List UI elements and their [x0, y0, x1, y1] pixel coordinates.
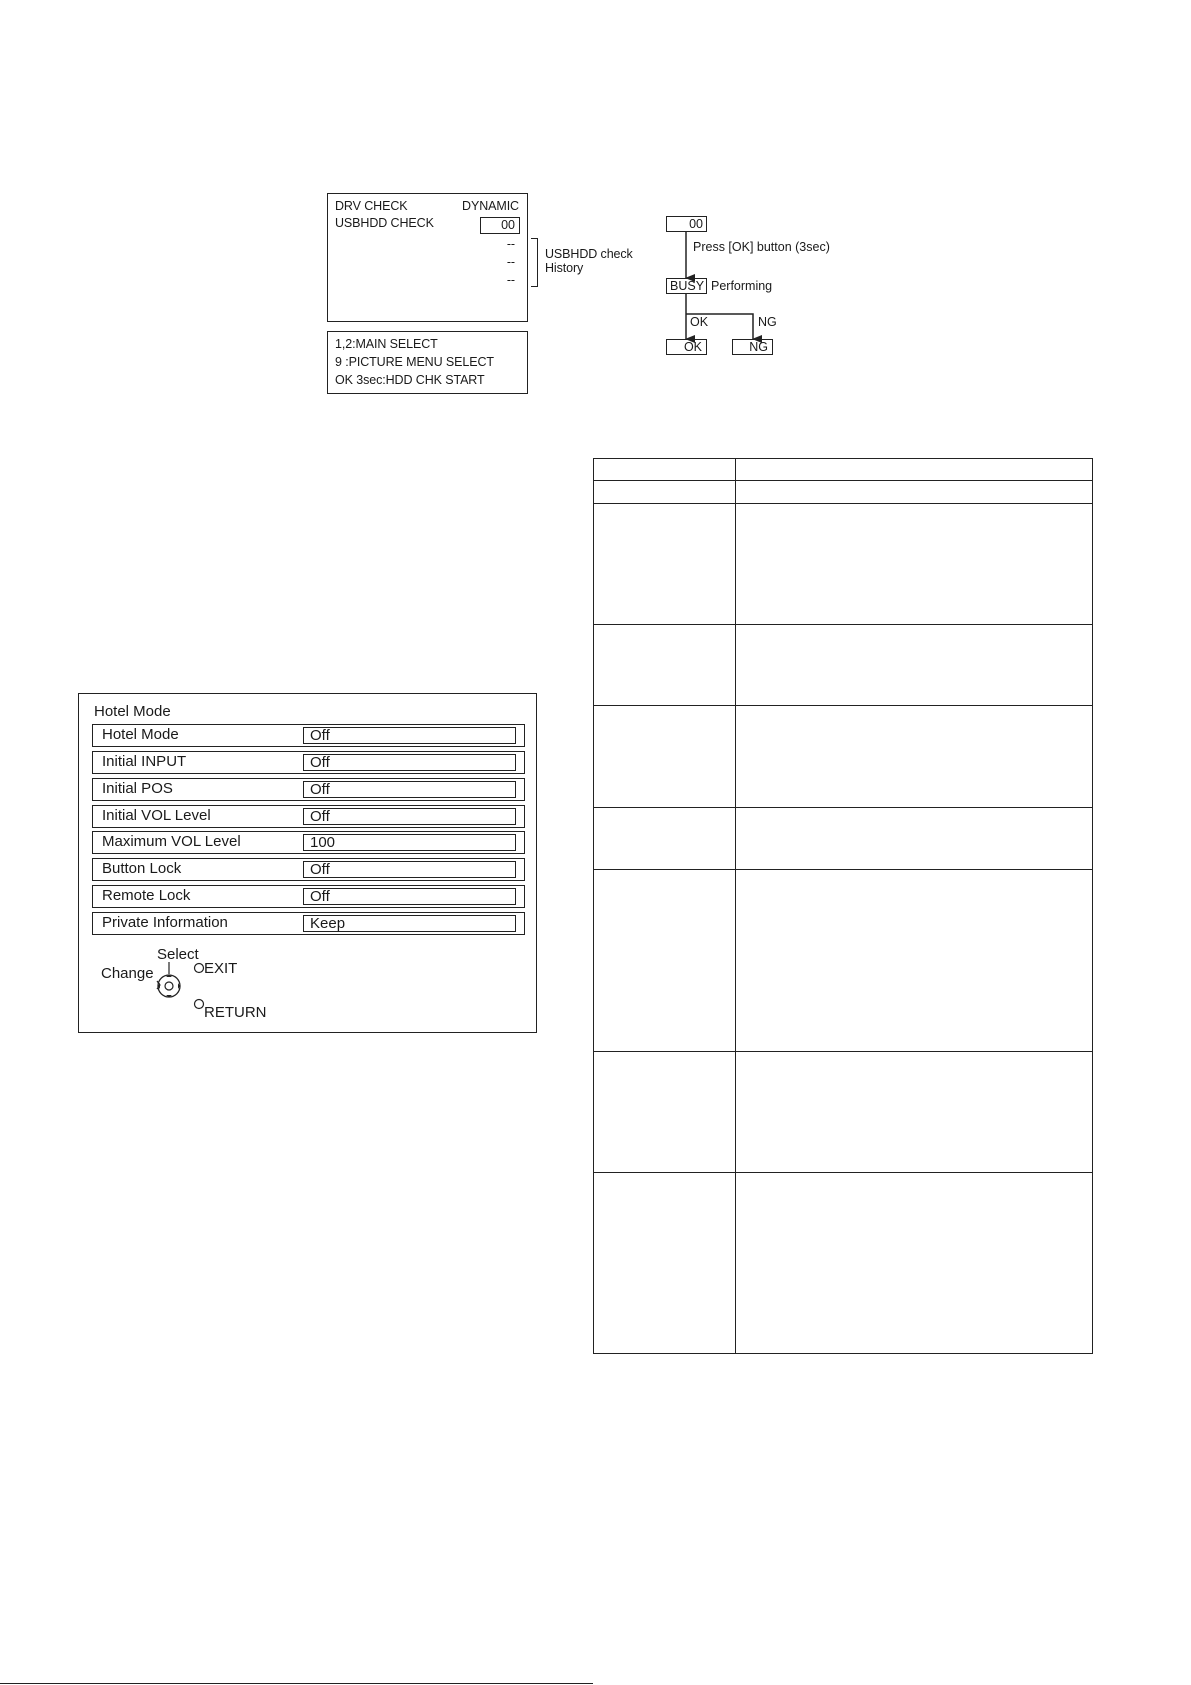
table-row-divider: [594, 503, 1092, 504]
guide-change-label: Change: [101, 965, 154, 982]
table-row-divider: [594, 624, 1092, 625]
flow-ok-box: OK: [666, 339, 707, 355]
flow-ng-box: NG: [732, 339, 773, 355]
table-column-divider: [735, 459, 736, 1353]
table-row-divider: [594, 1051, 1092, 1052]
row-label: Initial INPUT: [102, 753, 187, 770]
table-row-divider: [594, 1172, 1092, 1173]
row-label: Private Information: [102, 914, 228, 931]
blank-table: [593, 458, 1093, 1354]
drv-check-title: DRV CHECK: [335, 199, 408, 213]
usbhdd-check-value: 00: [480, 217, 520, 234]
remote-guide-graphic: [149, 962, 209, 1012]
hotel-mode-title: Hotel Mode: [94, 703, 171, 720]
row-label: Initial POS: [102, 780, 173, 797]
row-label: Maximum VOL Level: [102, 833, 241, 850]
hotel-row-maximum-vol-level[interactable]: [92, 831, 525, 854]
row-value[interactable]: 100: [303, 834, 516, 851]
hotel-row-private-information[interactable]: [92, 912, 525, 935]
branch-ok-label: OK: [690, 315, 709, 329]
flow-busy-box: BUSY: [666, 278, 707, 294]
guide-select-label: Select: [157, 946, 199, 963]
history-entry: --: [506, 237, 515, 251]
hotel-mode-menu: [78, 693, 537, 1033]
drv-check-screen: [327, 193, 528, 322]
row-value[interactable]: Off: [303, 727, 516, 744]
history-bracket: [531, 238, 538, 287]
table-row-divider: [594, 705, 1092, 706]
hotel-row-initial-input[interactable]: [92, 751, 525, 774]
hotel-row-button-lock[interactable]: [92, 858, 525, 881]
menu-line: 1,2:MAIN SELECT: [335, 337, 438, 351]
drv-check-mode: DYNAMIC: [462, 199, 519, 213]
history-entry: --: [506, 255, 515, 269]
hotel-row-initial-pos[interactable]: [92, 778, 525, 801]
return-button-icon: [195, 1000, 204, 1009]
drv-menu-screen: [327, 331, 528, 394]
table-row-divider: [594, 807, 1092, 808]
history-entry: --: [506, 273, 515, 287]
guide-return-label: RETURN: [204, 1004, 267, 1021]
menu-line: 9 :PICTURE MENU SELECT: [335, 355, 494, 369]
row-label: Button Lock: [102, 860, 182, 877]
row-label: Remote Lock: [102, 887, 191, 904]
row-value[interactable]: Off: [303, 781, 516, 798]
table-row-divider: [594, 480, 1092, 481]
row-value[interactable]: Off: [303, 754, 516, 771]
performing-label: Performing: [711, 279, 773, 293]
ok-button-icon: [165, 982, 173, 990]
table-row-divider: [594, 869, 1092, 870]
row-label: Hotel Mode: [102, 726, 179, 743]
hotel-row-initial-vol-level[interactable]: [92, 805, 525, 828]
row-value[interactable]: Keep: [303, 915, 516, 932]
footer-rule: [0, 1683, 593, 1684]
row-value[interactable]: Off: [303, 861, 516, 878]
exit-button-icon: [195, 964, 204, 973]
flow-start-box: 00: [666, 216, 707, 232]
history-note: USBHDD check: [545, 247, 633, 261]
hotel-row-hotel-mode[interactable]: [92, 724, 525, 747]
menu-line: OK 3sec:HDD CHK START: [335, 373, 485, 387]
usbhdd-check-label: USBHDD CHECK: [335, 216, 434, 230]
history-note: History: [545, 261, 584, 275]
row-value[interactable]: Off: [303, 808, 516, 825]
row-value[interactable]: Off: [303, 888, 516, 905]
branch-ng-label: NG: [758, 315, 777, 329]
hotel-row-remote-lock[interactable]: [92, 885, 525, 908]
dpad-icon: [158, 975, 180, 997]
guide-exit-label: EXIT: [204, 960, 238, 977]
row-label: Initial VOL Level: [102, 807, 211, 824]
press-ok-label: Press [OK] button (3sec): [693, 240, 830, 254]
